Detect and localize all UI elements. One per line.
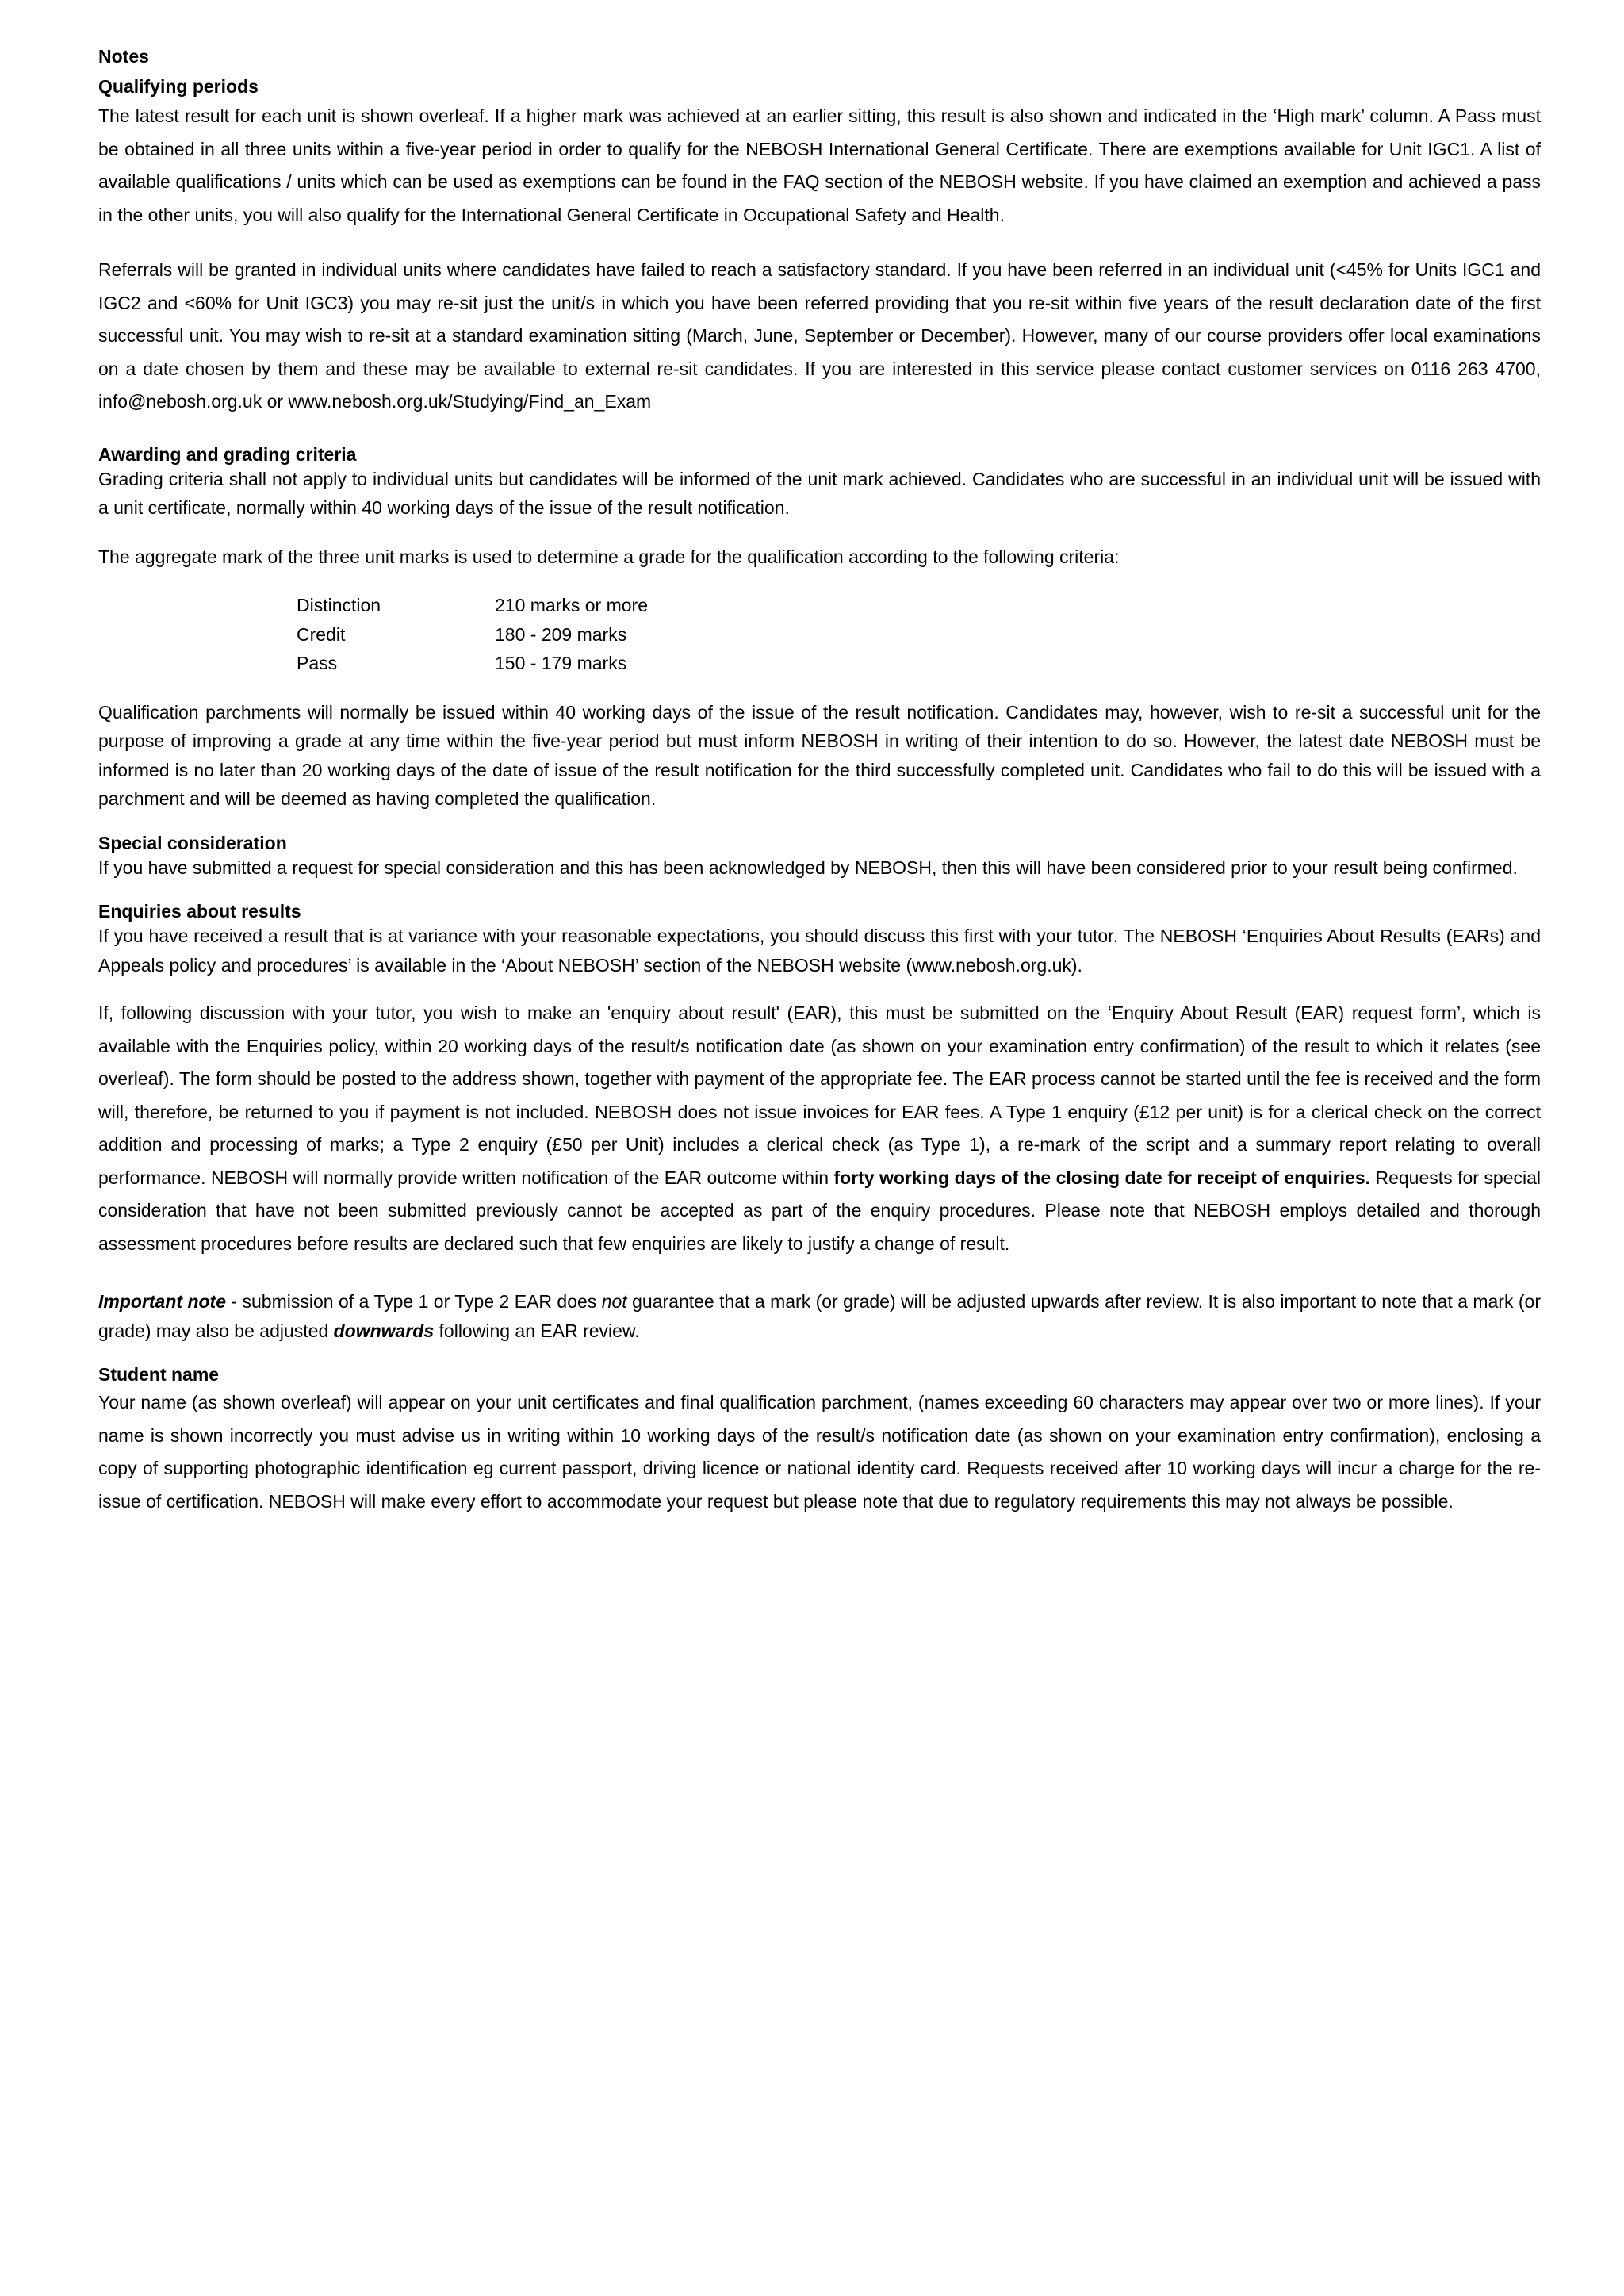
ear-deadline-bold: forty working days of the closing date for receipt of enquiries.	[833, 1167, 1371, 1188]
student-name-paragraph: Your name (as shown overleaf) will appear on your unit certificates and final qualification parchment, (names exceeding 60 characters may appear over two or more lines). If your name is shown incorrectly you must advise us in writing within 10 working days of the result/s notification date (as shown on your examination entry confirmation), enclosing a copy of supporting photographic identification eg current passport, driving licence or national identity card. Requests received after 10 working days will incur a charge for the re-issue of certification. NEBOSH will make every effort to accommodate your request but please note that due to regulatory requirements this may not always be possible.	[98, 1392, 1541, 1512]
grade-criteria-table	[297, 591, 1541, 678]
referrals-paragraph: Referrals will be granted in individual units where candidates have failed to reach a satisfactory standard. If you have been referred in an individual unit (<45% for Units IGC1 and IGC2 and <60% for Unit IGC3) you may re-sit just the unit/s in which you have been referred providing that you re-sit within five years of the result declaration date of the first successful unit. You may wish to re-sit at a standard examination sitting (March, June, September or December). However, many of our course providers offer local examinations on a date chosen by them and these may be available to external re-sit candidates. If you are interested in this service please contact customer services on 0116 263 4700, info@nebosh.org.uk or www.nebosh.org.uk/Studying/Find_an_Exam	[98, 259, 1541, 412]
grade-name: Credit	[297, 623, 346, 645]
special-consideration-paragraph: If you have submitted a request for special consideration and this has been acknowledged by NEBOSH, then this will have been considered prior to your result being confirmed.	[98, 857, 1518, 878]
ear-text-part-1: If, following discussion with your tutor, you wish to make an 'enquiry about result' (EAR), this must be submitted on the ‘Enquiry About Result (EAR) request form’, which is available with the Enquiries policy, within 20 working days of the result/s notification date (as shown on your examination entry confirmation) of the result to which it relates (see overleaf). The form should be posted to the address shown, together with payment of the appropriate fee. The EAR process cannot be started until the fee is received and the form will, therefore, be returned to you if payment is not included. NEBOSH does not issue invoices for EAR fees. A Type 1 enquiry (£12 per unit) is for a clerical check on the correct addition and processing of marks; a Type 2 enquiry (£50 per Unit) includes a clerical check (as Type 1), a re-mark of the script and a summary report relating to overall performance. NEBOSH will normally provide written notification of the EAR outcome within	[98, 1002, 1541, 1188]
ear-paragraph	[98, 997, 1541, 1260]
student-name-heading: Student name	[98, 1364, 220, 1385]
grade-range: 180 - 209 marks	[495, 623, 627, 645]
grade-row-credit	[297, 620, 1541, 650]
qualifying-paragraph-1: The latest result for each unit is shown overleaf. If a higher mark was achieved at an earlier sitting, this result is also shown and indicated in the ‘High mark’ column. A Pass must be obtained in all three units within a five-year period in order to qualify for the NEBOSH International General Certificate. There are exemptions available for Unit IGC1. A list of available qualifications / units which can be used as exemptions can be found in the FAQ section of the NEBOSH website. If you have claimed an exemption and achieved a pass in the other units, you will also qualify for the International General Certificate in Occupational Safety and Health.	[98, 105, 1541, 225]
special-consideration-heading: Special consideration	[98, 832, 287, 853]
grade-row-pass	[297, 649, 1541, 678]
grade-range: 210 marks or more	[495, 595, 649, 615]
enquiries-heading: Enquiries about results	[98, 901, 301, 922]
grade-range: 150 - 179 marks	[495, 653, 627, 673]
enquiries-paragraph-1: If you have received a result that is at variance with your reasonable expectations, you should discuss this first with your tutor. The NEBOSH ‘Enquiries About Results (EARs) and Appeals policy and procedures’ is available in the ‘About NEBOSH’ section of the NEBOSH website (www.nebosh.org.uk).	[98, 926, 1541, 976]
grade-name: Distinction	[297, 595, 381, 615]
notes-page	[98, 44, 1541, 1518]
important-note-text-1: - submission of a Type 1 or Type 2 EAR does	[226, 1291, 602, 1312]
grade-name: Pass	[297, 653, 338, 673]
important-note-text-2: guarantee that a mark (or grade) will be adjusted upwards after review. It is also important to note that a mark (or grade) may also be adjusted	[98, 1291, 1541, 1341]
parchments-paragraph: Qualification parchments will normally be issued within 40 working days of the issue of the result notification. Candidates may, however, wish to re-sit a successful unit for the purpose of improving a grade at any time within the five-year period but must inform NEBOSH in writing of their intention to do so. However, the latest date NEBOSH must be informed is no later than 20 working days of the date of issue of the result notification for the third successfully completed unit. Candidates who fail to do this will be issued with a parchment and will be deemed as having completed the qualification.	[98, 701, 1541, 809]
grade-row-distinction	[297, 591, 1541, 620]
important-note-text-3: following an EAR review.	[434, 1320, 640, 1341]
qualifying-periods-heading: Qualifying periods	[98, 76, 259, 97]
important-note-paragraph	[98, 1287, 1541, 1345]
awarding-grading-heading: Awarding and grading criteria	[98, 443, 357, 465]
aggregate-mark-paragraph: The aggregate mark of the three unit marks is used to determine a grade for the qualification according to the following criteria:	[98, 546, 1120, 567]
important-note-label: Important note	[98, 1291, 227, 1312]
notes-title: Notes	[98, 46, 149, 67]
important-note-not: not	[601, 1291, 627, 1312]
awarding-paragraph-1: Grading criteria shall not apply to individual units but candidates will be informed of the unit mark achieved. Candidates who are successful in an individual unit will be issued with a unit certificate, normally within 40 working days of the issue of the result notification.	[98, 468, 1541, 518]
ear-text-part-2: Requests for special consideration that have not been submitted previously cannot be accepted as part of the enquiry procedures. Please note that NEBOSH employs detailed and thorough assessment procedures before results are declared such that few enquiries are likely to justify a change of result.	[98, 1167, 1541, 1254]
important-note-downwards: downwards	[333, 1320, 435, 1341]
